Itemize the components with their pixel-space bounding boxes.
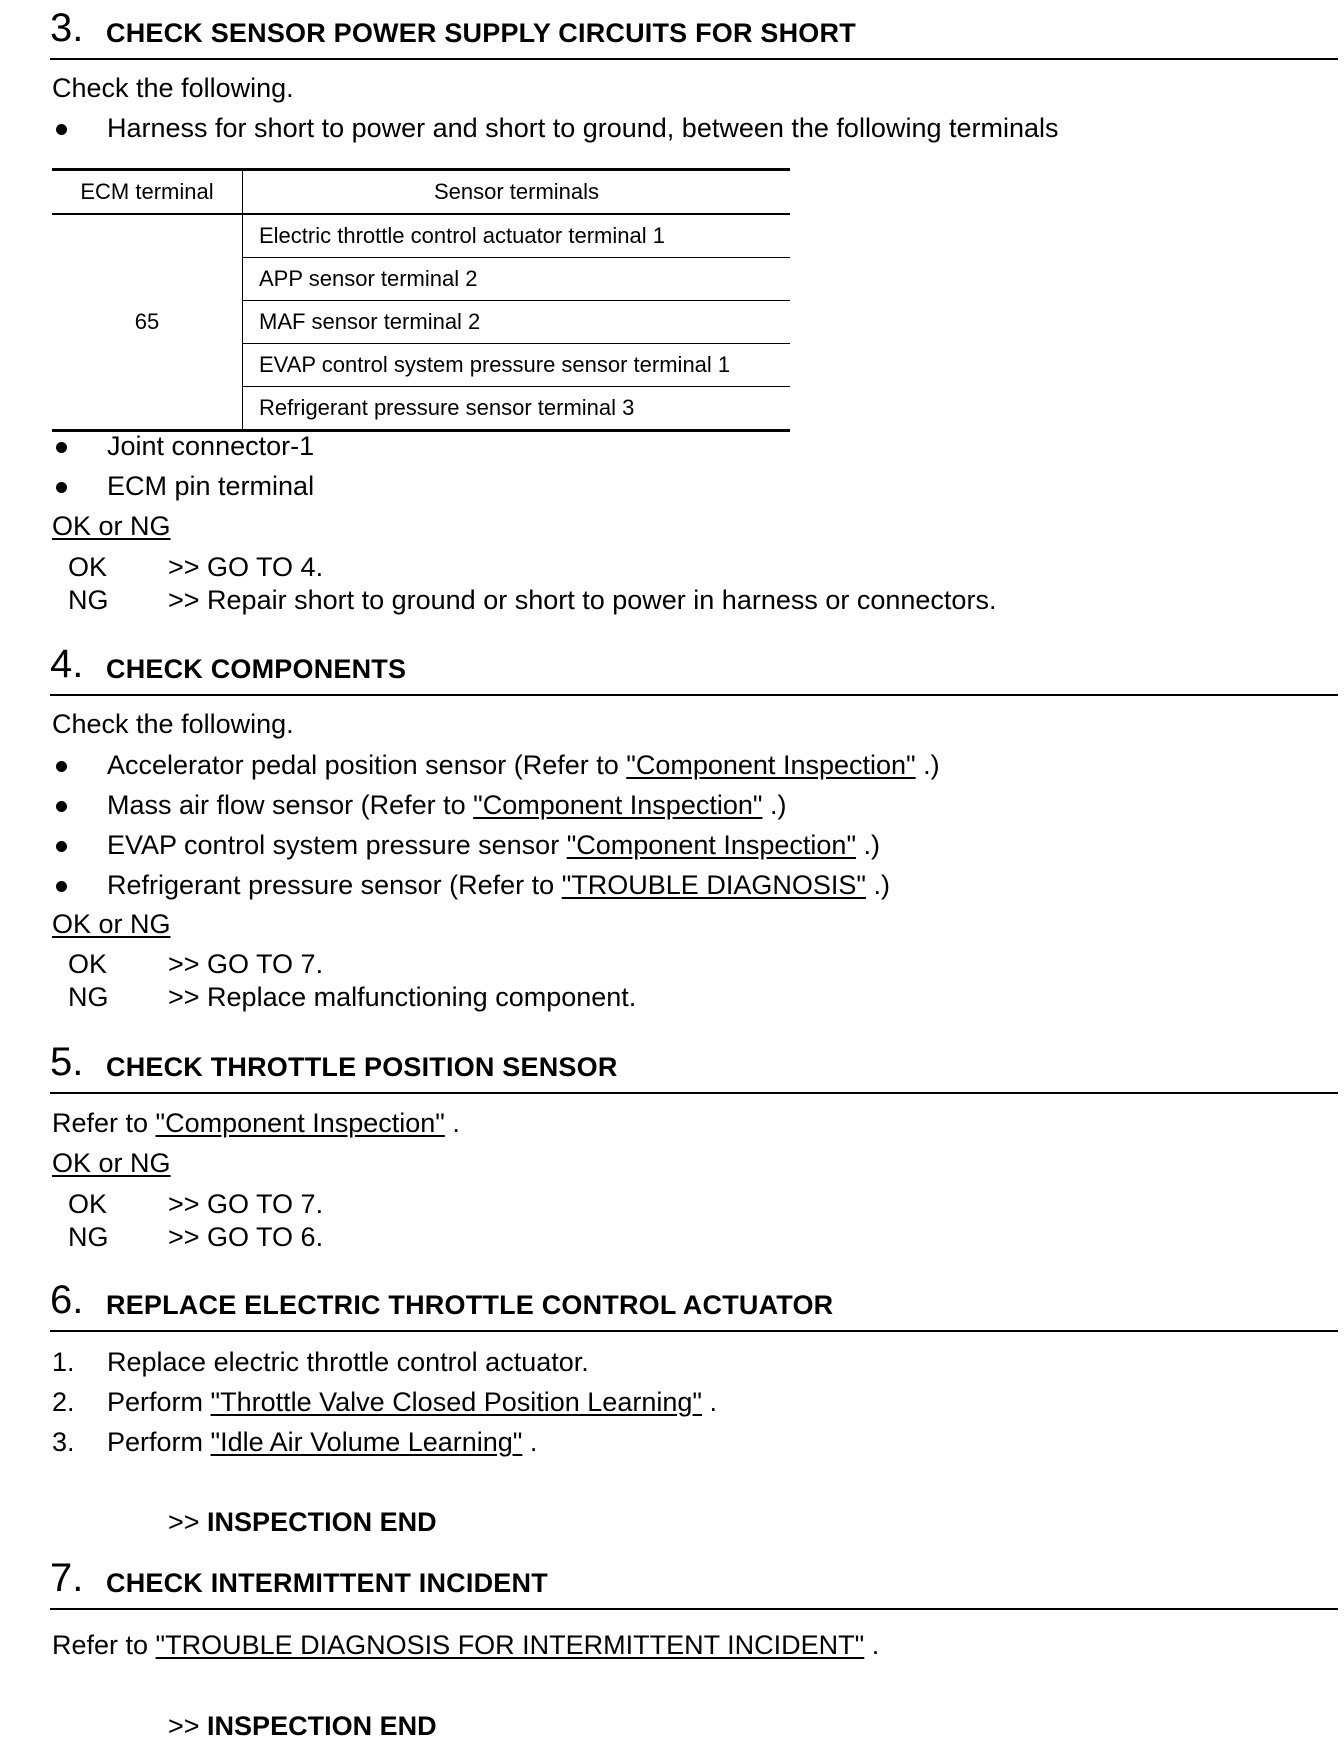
throttle-valve-learning-link[interactable]: "Throttle Valve Closed Position Learning"	[210, 1387, 702, 1417]
bullet-dot	[56, 761, 67, 772]
bullet-dot	[56, 881, 67, 892]
bullet-text: ECM pin terminal	[107, 471, 315, 501]
bullet-text: Harness for short to power and short to ground, between the following terminals	[107, 113, 1059, 143]
step-title: REPLACE ELECTRIC THROTTLE CONTROL ACTUATOR	[106, 1290, 834, 1320]
result-key: NG	[68, 585, 109, 615]
step-title: CHECK INTERMITTENT INCIDENT	[106, 1568, 548, 1598]
inspection-end: >> INSPECTION END	[168, 1711, 437, 1741]
bullet-dot	[56, 841, 67, 852]
result-key: OK	[68, 1189, 108, 1219]
step-text: Perform "Throttle Valve Closed Position Learning" .	[107, 1387, 717, 1417]
bullet-dot	[56, 801, 67, 812]
sensor-terminal-cell: Electric throttle control actuator terminal 1	[243, 214, 791, 258]
bullet-text: Joint connector-1	[107, 431, 315, 461]
result-action: >> Repair short to ground or short to power in harness or connectors.	[168, 585, 997, 615]
refer-line: Refer to "TROUBLE DIAGNOSIS FOR INTERMITTENT INCIDENT" .	[52, 1630, 880, 1660]
ecm-terminal-value: 65	[52, 214, 243, 431]
step-text: Perform "Idle Air Volume Learning" .	[107, 1427, 538, 1457]
intermittent-incident-link[interactable]: "TROUBLE DIAGNOSIS FOR INTERMITTENT INCIDENT"	[155, 1630, 865, 1660]
result-key: OK	[68, 949, 108, 979]
step-title: CHECK SENSOR POWER SUPPLY CIRCUITS FOR SHORT	[106, 18, 856, 48]
bullet-text: Mass air flow sensor (Refer to "Component Inspection" .)	[107, 790, 787, 820]
step-number: 4.	[50, 642, 84, 686]
component-inspection-link[interactable]: "Component Inspection"	[155, 1108, 445, 1138]
ok-or-ng-heading: OK or NG	[52, 1148, 171, 1178]
step-number: 3.	[50, 6, 84, 50]
step-number: 5.	[50, 1040, 84, 1084]
step-7-header	[50, 1556, 1338, 1610]
bullet-text: Refrigerant pressure sensor (Refer to "TROUBLE DIAGNOSIS" .)	[107, 870, 890, 900]
step-title: CHECK THROTTLE POSITION SENSOR	[106, 1052, 618, 1082]
step-5-header	[50, 1040, 1338, 1094]
step-index: 2.	[52, 1387, 75, 1417]
terminal-table	[52, 168, 790, 432]
table-row	[52, 214, 790, 258]
sensor-terminal-cell: EVAP control system pressure sensor terminal 1	[243, 344, 791, 387]
result-key: NG	[68, 1222, 109, 1252]
ok-or-ng-heading: OK or NG	[52, 511, 171, 541]
step-index: 1.	[52, 1347, 75, 1377]
step-6-header	[50, 1278, 1338, 1332]
step-4-header	[50, 642, 1338, 696]
col-ecm-terminal: ECM terminal	[52, 170, 243, 215]
component-inspection-link[interactable]: "Component Inspection"	[566, 830, 857, 860]
result-action: >> GO TO 6.	[168, 1222, 324, 1252]
check-intro: Check the following.	[52, 709, 294, 739]
sensor-terminal-cell: APP sensor terminal 2	[243, 258, 791, 301]
sensor-terminal-cell: Refrigerant pressure sensor terminal 3	[243, 387, 791, 431]
sensor-terminal-cell: MAF sensor terminal 2	[243, 301, 791, 344]
trouble-diagnosis-link[interactable]: "TROUBLE DIAGNOSIS"	[561, 870, 866, 900]
result-action: >> Replace malfunctioning component.	[168, 982, 637, 1012]
bullet-dot	[56, 442, 67, 453]
bullet-text: Accelerator pedal position sensor (Refer to "Component Inspection" .)	[107, 750, 940, 780]
refer-line: Refer to "Component Inspection" .	[52, 1108, 460, 1138]
step-text: Replace electric throttle control actuator.	[107, 1347, 589, 1377]
result-action: >> GO TO 7.	[168, 1189, 324, 1219]
result-action: >> GO TO 7.	[168, 949, 324, 979]
bullet-dot	[56, 482, 67, 493]
check-intro: Check the following.	[52, 73, 294, 103]
step-title: CHECK COMPONENTS	[106, 654, 407, 684]
bullet-dot	[56, 124, 67, 135]
col-sensor-terminals: Sensor terminals	[243, 170, 791, 215]
step-index: 3.	[52, 1427, 75, 1457]
step-number: 6.	[50, 1278, 84, 1322]
result-key: OK	[68, 552, 108, 582]
step-3-header	[50, 6, 1338, 60]
ok-or-ng-heading: OK or NG	[52, 909, 171, 939]
component-inspection-link[interactable]: "Component Inspection"	[473, 790, 763, 820]
component-inspection-link[interactable]: "Component Inspection"	[626, 750, 916, 780]
idle-air-volume-learning-link[interactable]: "Idle Air Volume Learning"	[210, 1427, 523, 1457]
inspection-end: >> INSPECTION END	[168, 1507, 437, 1537]
result-key: NG	[68, 982, 109, 1012]
step-number: 7.	[50, 1556, 84, 1600]
bullet-text: EVAP control system pressure sensor "Component Inspection" .)	[107, 830, 881, 860]
result-action: >> GO TO 4.	[168, 552, 324, 582]
